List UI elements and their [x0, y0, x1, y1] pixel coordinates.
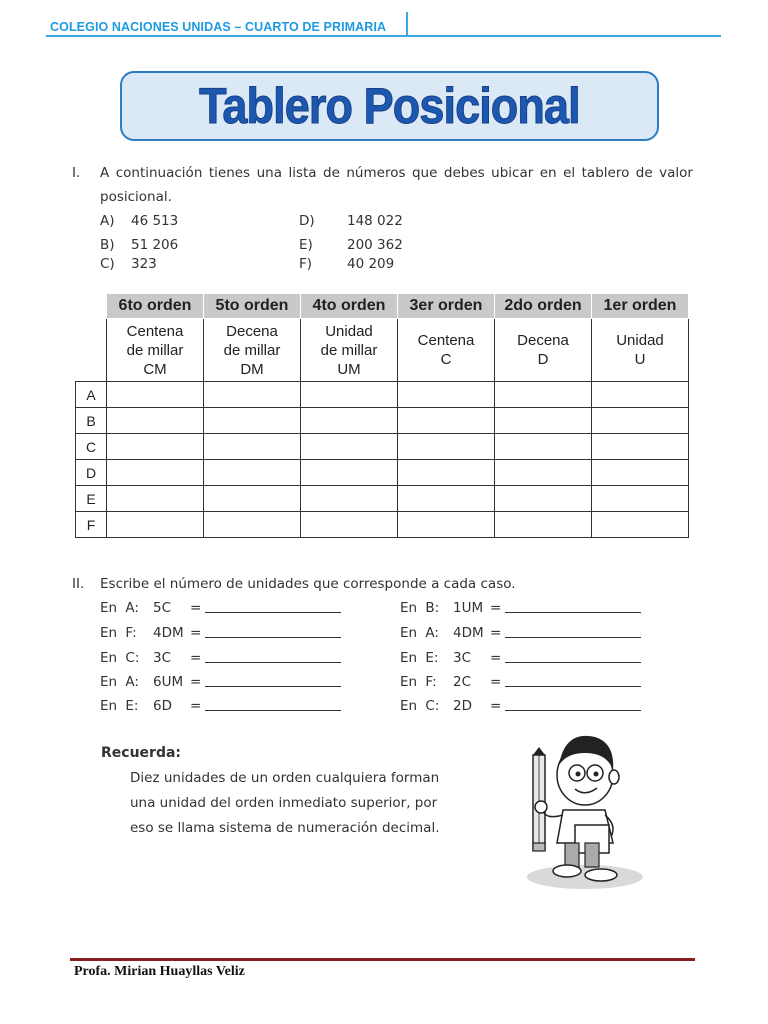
item-value: 148 022 [347, 213, 403, 229]
order-header: 2do orden [495, 294, 592, 319]
boy-with-pencil-illustration [515, 725, 645, 895]
board-cell[interactable] [301, 460, 398, 486]
board-cell[interactable] [204, 382, 301, 408]
order-header: 5to orden [204, 294, 301, 319]
unit-header-dm [204, 319, 301, 382]
board-row [76, 486, 689, 512]
item-value: 51 206 [131, 237, 179, 253]
item-label: C) [100, 256, 115, 272]
item-value: 40 209 [347, 256, 395, 272]
board-row [76, 382, 689, 408]
en-word: En [100, 674, 118, 690]
answer-blank[interactable] [205, 674, 341, 691]
board-cell[interactable] [204, 486, 301, 512]
corner-blank [76, 294, 107, 319]
exercise-expr: 4DM [153, 625, 184, 641]
board-cell[interactable] [398, 382, 495, 408]
exercise-expr: 2D [453, 698, 472, 714]
row-letter: A: [425, 625, 439, 641]
board-cell[interactable] [107, 434, 204, 460]
item-label: B) [100, 237, 115, 253]
order-header-row [76, 294, 689, 319]
answer-blank[interactable] [505, 698, 641, 715]
unit-name-line: de millar [126, 341, 184, 359]
board-row [76, 460, 689, 486]
unit-name-line: Decena [517, 332, 569, 349]
exercise-eq: = [190, 650, 202, 666]
board-cell[interactable] [107, 512, 204, 538]
unit-name-line: Decena [226, 322, 278, 340]
row-letter: F: [425, 674, 437, 690]
row-letter: C: [125, 650, 140, 666]
board-cell[interactable] [301, 408, 398, 434]
item-label: E) [299, 237, 313, 253]
row-letter: A: [125, 674, 139, 690]
answer-blank[interactable] [205, 600, 341, 617]
unit-name-line: Centena [417, 332, 475, 349]
row-letter: C: [425, 698, 440, 714]
board-row [76, 434, 689, 460]
answer-blank[interactable] [505, 674, 641, 691]
exercise-row [400, 650, 438, 666]
order-header: 6to orden [107, 294, 204, 319]
board-cell[interactable] [301, 512, 398, 538]
footer-rule [70, 958, 695, 961]
board-cell[interactable] [495, 512, 592, 538]
exercise-expr: 4DM [453, 625, 484, 641]
item-value: 200 362 [347, 237, 403, 253]
board-cell[interactable] [592, 486, 689, 512]
page-title: Tablero Posicional [199, 78, 580, 134]
unit-header-cm [107, 319, 204, 382]
exercise-row [100, 625, 137, 641]
board-cell[interactable] [398, 512, 495, 538]
exercise-row [100, 674, 139, 690]
section-1-instruction: A continuación tienes una lista de números que debes ubicar en el tablero de valor [100, 165, 693, 181]
section-2-instruction: Escribe el número de unidades que corresponde a cada caso. [100, 576, 516, 592]
unit-abbr: U [634, 351, 646, 368]
exercise-eq: = [190, 625, 202, 641]
unit-name-line: Unidad [616, 332, 664, 349]
header-rule-vertical [406, 12, 408, 36]
reminder-line: eso se llama sistema de numeración decimal. [130, 820, 440, 836]
board-cell[interactable] [107, 460, 204, 486]
answer-blank[interactable] [205, 650, 341, 667]
unit-header-u [592, 319, 689, 382]
board-cell[interactable] [495, 408, 592, 434]
reminder-line: una unidad del orden inmediato superior, por [130, 795, 438, 811]
unit-header-row [76, 319, 689, 382]
unit-name-line: de millar [223, 341, 281, 359]
board-cell[interactable] [204, 512, 301, 538]
unit-header-um [301, 319, 398, 382]
row-letter: E: [425, 650, 439, 666]
unit-name-line: Unidad [325, 322, 373, 340]
board-row [76, 512, 689, 538]
answer-blank[interactable] [205, 698, 341, 715]
unit-abbr: DM [240, 360, 264, 378]
item-label: F) [299, 256, 313, 272]
footer-author: Profa. Mirian Huayllas Veliz [74, 964, 245, 979]
board-cell[interactable] [107, 382, 204, 408]
exercise-row [400, 625, 439, 641]
exercise-eq: = [490, 625, 502, 641]
order-header: 4to orden [301, 294, 398, 319]
board-cell[interactable] [495, 486, 592, 512]
row-label: F [76, 512, 107, 538]
unit-header-d [495, 319, 592, 382]
board-cell[interactable] [301, 434, 398, 460]
unit-name-line: Centena [126, 322, 184, 340]
pencil-icon [533, 747, 545, 851]
exercise-expr: 3C [453, 650, 472, 666]
en-word: En [400, 625, 418, 641]
exercise-expr: 1UM [453, 600, 484, 616]
exercise-expr: 6UM [153, 674, 184, 690]
header-rule [46, 35, 721, 37]
board-cell[interactable] [592, 408, 689, 434]
en-word: En [400, 600, 418, 616]
corner-blank [76, 319, 107, 382]
place-value-board [75, 293, 689, 538]
row-letter: A: [125, 600, 139, 616]
exercise-row [100, 650, 139, 666]
exercise-eq: = [490, 600, 502, 616]
item-label: A) [100, 213, 115, 229]
row-label: C [76, 434, 107, 460]
exercise-expr: 3C [153, 650, 172, 666]
en-word: En [100, 600, 118, 616]
board-cell[interactable] [204, 460, 301, 486]
unit-abbr: CM [143, 360, 167, 378]
answer-blank[interactable] [505, 650, 641, 667]
board-cell[interactable] [592, 460, 689, 486]
row-letter: B: [425, 600, 440, 616]
board-cell[interactable] [107, 486, 204, 512]
exercise-eq: = [490, 650, 502, 666]
section-1-number: I. [72, 165, 81, 181]
row-letter: E: [125, 698, 139, 714]
answer-blank[interactable] [505, 600, 641, 617]
unit-header-c [398, 319, 495, 382]
exercise-eq: = [190, 600, 202, 616]
unit-abbr: C [440, 351, 452, 368]
unit-abbr: UM [337, 360, 361, 378]
row-letter: F: [125, 625, 137, 641]
reminder-title: Recuerda: [101, 745, 182, 761]
order-header: 3er orden [398, 294, 495, 319]
title-banner [120, 71, 659, 141]
board-cell[interactable] [495, 382, 592, 408]
exercise-row [400, 674, 437, 690]
board-cell[interactable] [204, 408, 301, 434]
school-header: COLEGIO NACIONES UNIDAS – CUARTO DE PRIMARIA [50, 20, 387, 34]
board-row [76, 408, 689, 434]
board-cell[interactable] [592, 382, 689, 408]
en-word: En [100, 698, 118, 714]
row-label: E [76, 486, 107, 512]
answer-blank[interactable] [205, 625, 341, 642]
board-cell[interactable] [495, 434, 592, 460]
section-1-instruction-cont: posicional. [100, 189, 172, 205]
board-cell[interactable] [398, 434, 495, 460]
board-cell[interactable] [592, 512, 689, 538]
exercise-expr: 6D [153, 698, 172, 714]
board-cell[interactable] [592, 434, 689, 460]
exercise-row [400, 698, 439, 714]
board-cell[interactable] [495, 460, 592, 486]
exercise-row [400, 600, 439, 616]
en-word: En [100, 650, 118, 666]
reminder-line: Diez unidades de un orden cualquiera forman [130, 770, 440, 786]
exercise-eq: = [490, 674, 502, 690]
section-2-number: II. [72, 576, 85, 592]
item-value: 46 513 [131, 213, 179, 229]
row-label: B [76, 408, 107, 434]
board-cell[interactable] [301, 382, 398, 408]
en-word: En [400, 698, 418, 714]
row-label: A [76, 382, 107, 408]
en-word: En [400, 650, 418, 666]
exercise-expr: 2C [453, 674, 472, 690]
exercise-expr: 5C [153, 600, 172, 616]
board-cell[interactable] [204, 434, 301, 460]
board-cell[interactable] [398, 486, 495, 512]
exercise-eq: = [190, 698, 202, 714]
board-cell[interactable] [398, 408, 495, 434]
board-cell[interactable] [301, 486, 398, 512]
board-cell[interactable] [398, 460, 495, 486]
exercise-eq: = [490, 698, 502, 714]
exercise-row [100, 600, 139, 616]
unit-abbr: D [537, 351, 549, 368]
row-label: D [76, 460, 107, 486]
exercise-row [100, 698, 138, 714]
answer-blank[interactable] [505, 625, 641, 642]
exercise-eq: = [190, 674, 202, 690]
board-cell[interactable] [107, 408, 204, 434]
unit-name-line: de millar [320, 341, 378, 359]
item-label: D) [299, 213, 315, 229]
item-value: 323 [131, 256, 157, 272]
order-header: 1er orden [592, 294, 689, 319]
en-word: En [400, 674, 418, 690]
en-word: En [100, 625, 118, 641]
